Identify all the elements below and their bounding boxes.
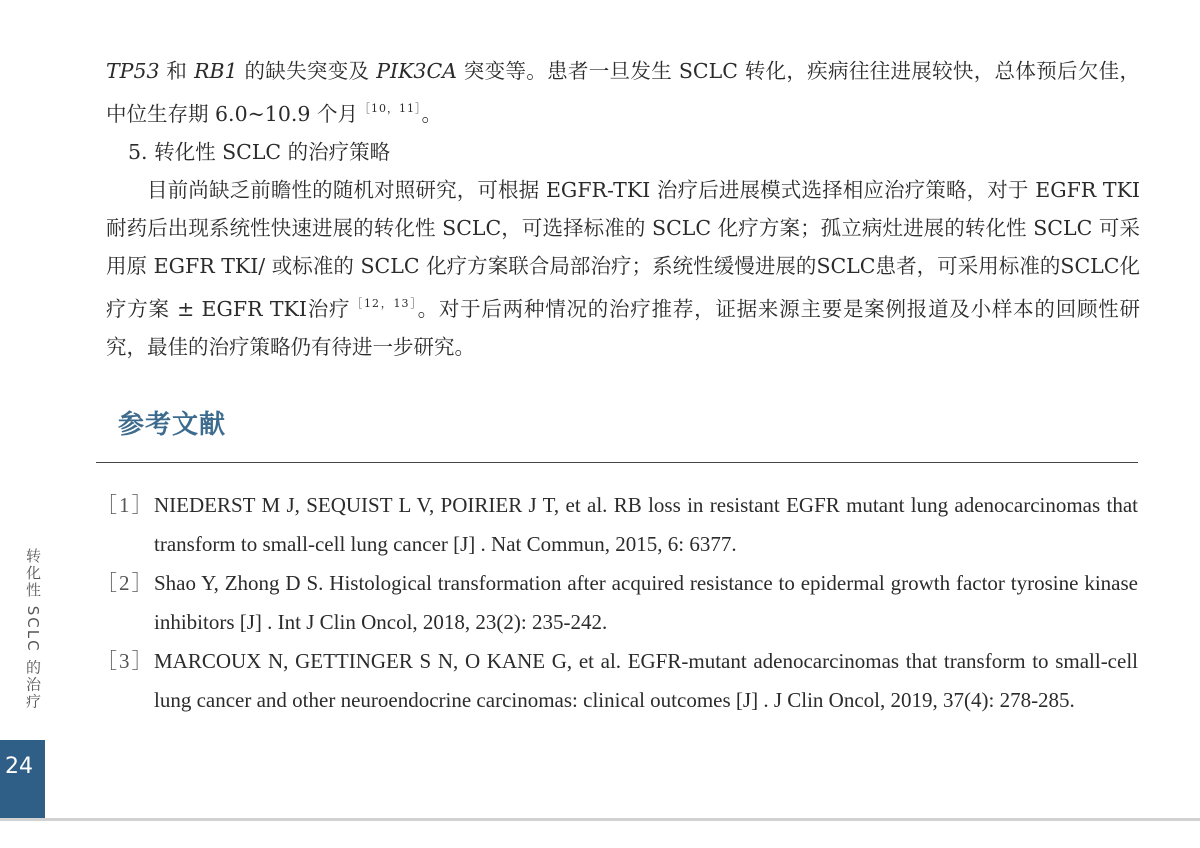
references-title: 参考文献 [118, 410, 227, 440]
text-segment: 目前尚缺乏前瞻性的随机对照研究，可根据 EGFR-TKI 治疗后进展模式选择相应治疗策略，对于 EGFR TKI 耐药后出现系统性快速进展的转化性 SCLC，可选择标准的 SCLC 化疗方案；孤立病灶进展的转化性 SCLC 可采用原 EGFR TKI/ 或标准的 SCLC 化疗方案联合局部治疗；系统性缓慢进展的SCLC患者，可采用标准的SCLC化疗方案 ± EGFR TKI治疗 [106, 178, 1140, 321]
paragraph-prognosis [106, 52, 1140, 133]
citation-12-13[interactable]: ［12，13］ [351, 297, 418, 310]
reference-number: ［1］ [96, 493, 155, 517]
paragraph-strategy [106, 171, 1140, 366]
text-period: 。 [421, 102, 442, 126]
body-text [106, 52, 1140, 366]
section-heading-5: 5. 转化性 SCLC 的治疗策略 [128, 140, 391, 164]
reference-text: Shao Y, Zhong D S. Histological transformation after acquired resistance to epidermal growth factor tyrosine kinase inhibitors [J] . Int J Clin Oncol, 2018, 23(2): 235-242. [154, 571, 1138, 634]
references-divider [96, 462, 1138, 463]
gene-pik3ca: PIK3CA [376, 59, 457, 83]
reference-item [96, 564, 1138, 642]
reference-item [96, 642, 1138, 720]
reference-item [96, 486, 1138, 564]
reference-number: ［3］ [96, 649, 155, 673]
text-segment: 的缺失突变及 [237, 59, 377, 83]
text-segment: 突变等。患者一旦发生 SCLC 转化，疾病往往进展较快，总体预后欠佳，中位生存期 6.0~10.9 个月 [106, 59, 1140, 126]
text-and: 和 [159, 59, 195, 83]
reference-text: MARCOUX N, GETTINGER S N, O KANE G, et al. EGFR-mutant adenocarcinomas that transform to small-cell lung cancer and other neuroendocrine carcinomas: clinical outcomes [J] . J Clin Oncol, 2019, 37(4): 278-285. [154, 649, 1138, 712]
text-segment: 。对于后两种情况的治疗推荐，证据来源主要是案例报道及小样本的回顾性研究，最佳的治疗策略仍有待进一步研究。 [106, 297, 1140, 359]
chapter-side-label: 转化性 SCLC 的治疗 [24, 548, 42, 711]
page-number-box [0, 740, 45, 819]
reference-number: ［2］ [96, 571, 155, 595]
gene-tp53: TP53 [106, 59, 160, 83]
citation-10-11[interactable]: ［10，11］ [358, 102, 422, 115]
page-number: 24 [5, 754, 33, 779]
reference-text: NIEDERST M J, SEQUIST L V, POIRIER J T, et al. RB loss in resistant EGFR mutant lung adenocarcinomas that transform to small-cell lung cancer [J] . Nat Commun, 2015, 6: 6377. [154, 493, 1138, 556]
gene-rb1: RB1 [194, 59, 238, 83]
bottom-divider [0, 818, 1200, 821]
references-list [96, 486, 1138, 720]
